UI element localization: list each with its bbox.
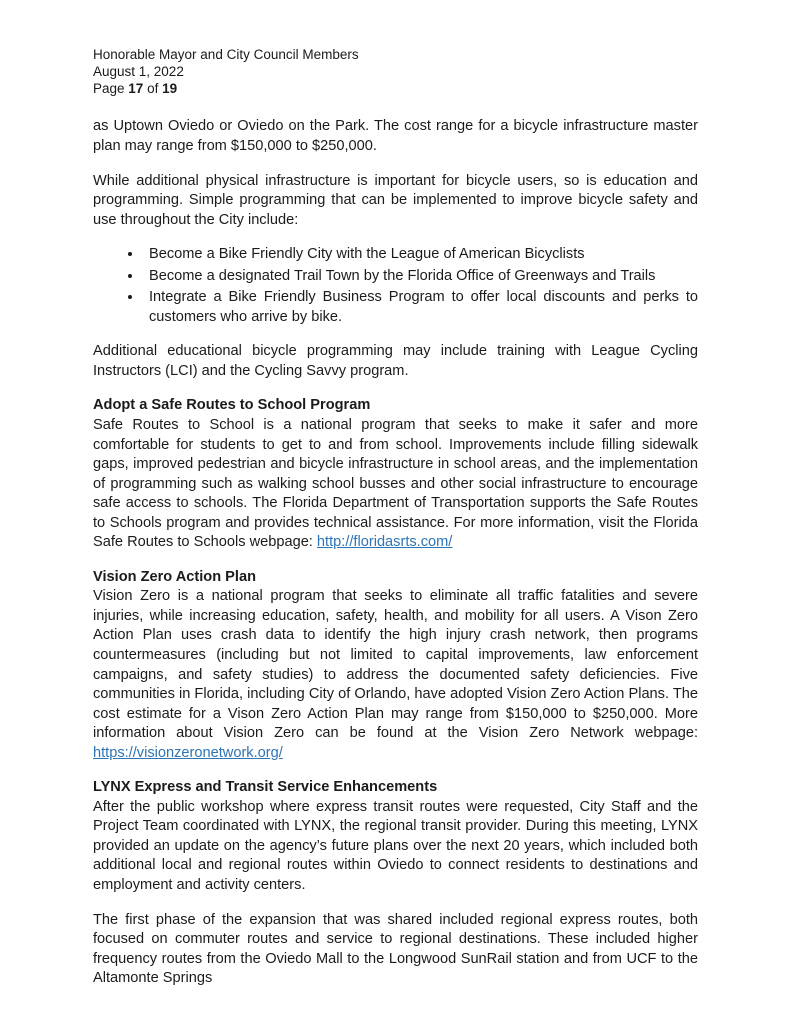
section-heading-safe-routes: Adopt a Safe Routes to School Program: [93, 397, 371, 414]
paragraph-programming: While additional physical infrastructure is important for bicycle users, so is education and programming. Simple programming that can be implemented to improve bicycle safety and use throughout the City include:: [93, 172, 698, 228]
paragraph-safe-routes: [93, 416, 698, 553]
section-heading-vision-zero: Vision Zero Action Plan: [93, 568, 256, 585]
of-label: of: [143, 81, 163, 97]
paragraph-vision-zero: [93, 587, 698, 763]
bullet-item: • Become a designated Trail Town by the Florida Office of Greenways and Trails: [143, 267, 698, 287]
paragraph-additional-programming: Additional educational bicycle programming may include training with League Cycling Instructors (LCI) and the Cycling Savvy program.: [93, 343, 698, 379]
paragraph-intro: as Uptown Oviedo or Oviedo on the Park. The cost range for a bicycle infrastructure master plan may range from $150,000 to $250,000.: [93, 118, 698, 154]
floridasrts-link[interactable]: http://floridasrts.com/: [316, 534, 453, 551]
recipient-line: Honorable Mayor and City Council Members: [93, 47, 359, 62]
vision-zero-text: Vision Zero is a national program that seeks to eliminate all traffic fatalities and severe injuries, while increasing education, safety, health, and mobility for all users. A Vison Zero Action Plan uses crash data to identify the high injury crash network, then programs countermeasures (including but not limited to capital improvements, law enforcement campaigns, and safety studies) to address the documented safety deficiencies. Five communities in Florida, including City of Orlando, have adopted Vision Zero Action Plans. The cost estimate for a Vison Zero Action Plan may range from $150,000 to $250,000. More information about Vision Zero can be found at the Vision Zero Network webpage:: [93, 588, 698, 742]
section-heading-lynx: LYNX Express and Transit Service Enhancements: [93, 779, 438, 796]
page-number: 17: [128, 81, 144, 97]
paragraph-lynx-expansion: The first phase of the expansion that was shared included regional express routes, both focused on commuter routes and service to regional destinations. These included higher frequency routes from the Oviedo Mall to the Longwood SunRail station and from UCF to the Altamonte Springs: [93, 911, 698, 987]
page-label: Page: [93, 81, 129, 97]
letter-header: [93, 46, 698, 97]
bullet-list: [93, 245, 698, 327]
date-line: August 1, 2022: [93, 64, 184, 80]
total-pages: 19: [162, 81, 178, 97]
page-number-line: [93, 80, 698, 97]
paragraph-lynx-workshop: After the public workshop where express transit routes were requested, City Staff and the Project Team coordinated with LYNX, the regional transit provider. During this meeting, LYNX provided an update on the agency’s future plans over the next 20 years, which included both additional local and regional routes within Oviedo to connect residents to destinations and employment and activity centers.: [93, 798, 698, 894]
safe-routes-text: Safe Routes to School is a national program that seeks to make it safer and more comfortable for students to get to and from school. Improvements include filling sidewalk gaps, improved pedestrian and bicycle infrastructure in school areas, and the implementation of programming such as walking school busses and other social infrastructure to encourage safe access to schools. The Florida Department of Transportation supports the Safe Routes to Schools program and provides technical assistance. For more information, visit the Florida Safe Routes to Schools webpage:: [93, 416, 698, 551]
bullet-item: • Become a Bike Friendly City with the League of American Bicyclists: [143, 245, 698, 265]
bullet-item: • Integrate a Bike Friendly Business Program to offer local discounts and perks to customers who arrive by bike.: [143, 288, 698, 327]
visionzeronetwork-link[interactable]: https://visionzeronetwork.org/: [93, 744, 283, 761]
